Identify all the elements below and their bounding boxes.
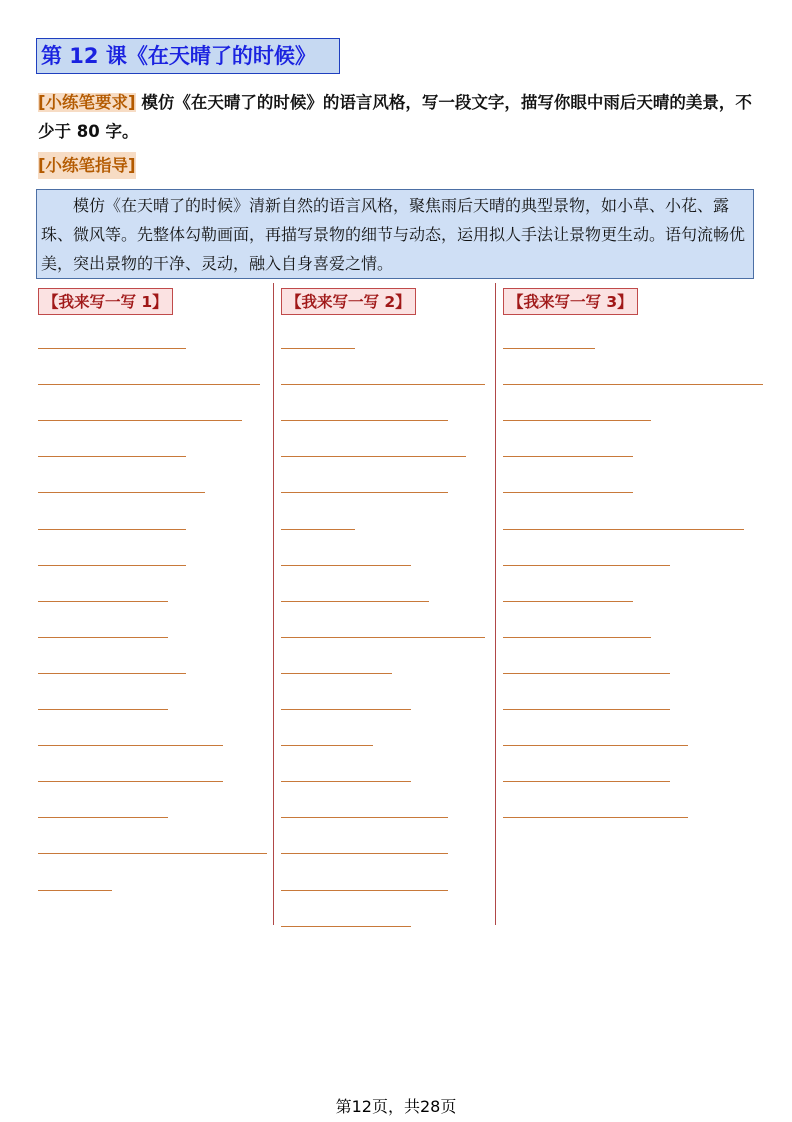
writing-line: [503, 637, 651, 638]
writing-line: [503, 565, 670, 566]
writing-line: [38, 420, 242, 421]
writing-line: [281, 853, 448, 854]
writing-column-label: 【我来写一写 3】: [503, 288, 638, 315]
writing-line: [38, 781, 223, 782]
writing-line: [281, 890, 448, 891]
writing-line: [38, 673, 186, 674]
writing-line: [38, 384, 260, 385]
writing-line: [38, 709, 168, 710]
writing-line: [503, 601, 633, 602]
writing-line: [503, 492, 633, 493]
writing-line: [503, 745, 688, 746]
writing-line: [503, 817, 688, 818]
writing-line: [503, 709, 670, 710]
column-divider: [273, 283, 274, 925]
writing-line: [281, 565, 411, 566]
writing-line: [503, 781, 670, 782]
writing-line: [281, 926, 411, 927]
writing-column-label: 【我来写一写 2】: [281, 288, 416, 315]
writing-line: [38, 890, 112, 891]
requirement-text: 模仿《在天晴了的时候》的语言风格，写一段文字，描写你眼中雨后天晴的美景，不少于 80 字。: [38, 93, 752, 141]
writing-line: [38, 456, 186, 457]
writing-line: [503, 529, 744, 530]
writing-column-2: [281, 288, 416, 315]
writing-column-3: [503, 288, 638, 315]
writing-line: [281, 492, 448, 493]
guide-text-box: 模仿《在天晴了的时候》清新自然的语言风格，聚焦雨后天晴的典型景物，如小草、小花、露珠、微风等。先整体勾勒画面，再描写景物的细节与动态，运用拟人手法让景物更生动。语句流畅优美，突出景物的干净、灵动，融入自身喜爱之情。: [36, 189, 754, 279]
writing-line: [281, 637, 485, 638]
writing-line: [281, 601, 429, 602]
page-footer: 第12页，共28页: [335, 1097, 457, 1116]
writing-column-1: [38, 288, 173, 315]
writing-line: [503, 456, 633, 457]
page-title: 第 12 课《在天晴了的时候》: [36, 38, 340, 74]
writing-line: [503, 420, 651, 421]
writing-line: [503, 673, 670, 674]
requirement-paragraph: [38, 88, 760, 146]
writing-line: [503, 384, 763, 385]
writing-line: [281, 456, 466, 457]
writing-line: [281, 384, 485, 385]
writing-line: [38, 529, 186, 530]
writing-line: [503, 348, 595, 349]
writing-line: [38, 601, 168, 602]
writing-line: [38, 817, 168, 818]
writing-line: [38, 853, 267, 854]
writing-line: [38, 492, 205, 493]
writing-line: [281, 420, 448, 421]
requirement-label: [小练笔要求]: [38, 93, 136, 112]
column-divider: [495, 283, 496, 925]
writing-line: [281, 745, 373, 746]
guide-label: [小练笔指导]: [38, 152, 136, 179]
writing-line: [281, 817, 448, 818]
writing-line: [38, 565, 186, 566]
writing-line: [281, 348, 355, 349]
writing-column-label: 【我来写一写 1】: [38, 288, 173, 315]
writing-line: [281, 781, 411, 782]
writing-line: [281, 529, 355, 530]
writing-line: [38, 745, 223, 746]
writing-line: [281, 709, 411, 710]
writing-line: [281, 673, 392, 674]
writing-line: [38, 348, 186, 349]
writing-line: [38, 637, 168, 638]
